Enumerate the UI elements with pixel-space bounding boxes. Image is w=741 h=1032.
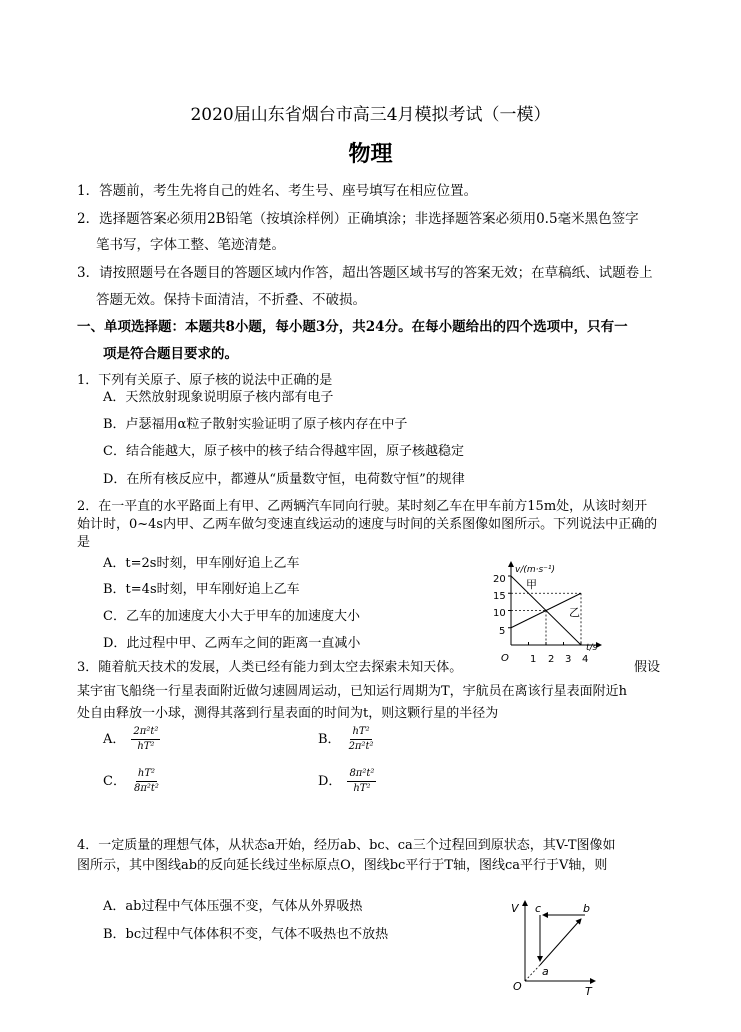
VT-point-c: c — [535, 902, 542, 915]
section-heading: 一、单项选择题：本题共8小题，每小题3分，共24分。在每小题给出的四个选项中，只有一 — [77, 319, 628, 335]
vt-ytick-10: 10 — [493, 608, 506, 619]
q3-option-c-fraction: $\frac{\text{hT²}}{\text{8π²t²}}$ — [133, 768, 159, 794]
q4-option-a: A．ab过程中气体压强不变，气体从外界吸热 — [103, 899, 363, 914]
vt-ytick-15: 15 — [493, 591, 506, 602]
q1-option-b: B．卢瑟福用α粒子散射实验证明了原子核内存在中子 — [103, 417, 408, 432]
VT-line-ab — [540, 919, 581, 965]
VT-y-label: V — [511, 902, 519, 915]
instruction-3: 3．请按照题号在各题目的答题区域内作答，超出答题区域书写的答案无效；在草稿纸、试题卷上 — [77, 265, 653, 281]
vt-graph — [485, 558, 605, 668]
VT-point-a: a — [542, 965, 549, 978]
q1-option-a: A．天然放射现象说明原子核内部有电子 — [103, 390, 334, 405]
q3-stem-line1-end: 假设 — [634, 660, 661, 675]
exam-title: 2020届山东省烟台市高三4月模拟考试（一模） — [190, 105, 551, 125]
vt-series-jia-label: 甲 — [526, 578, 537, 591]
instruction-2-cont: 笔书写，字体工整、笔迹清楚。 — [96, 237, 285, 253]
q4-stem-line2: 图所示，其中图线ab的反向延长线过坐标原点O，图线bc平行于T轴，图线ca平行于V轴，则 — [77, 858, 608, 873]
q3-option-a: A． $\frac{\text{2π²t²}}{\text{hT²}}$ — [103, 726, 159, 752]
q4-stem-line1: 4．一定质量的理想气体，从状态a开始，经历ab、bc、ca三个过程回到原状态，其V-T图像如 — [77, 838, 616, 853]
q3-option-b: B． $\frac{\text{hT²}}{\text{2π²t²}}$ — [318, 726, 374, 752]
q2-option-d: D．此过程中甲、乙两车之间的距离一直减小 — [103, 636, 361, 651]
q4-option-b: B．bc过程中气体体积不变，气体不吸热也不放热 — [103, 927, 389, 942]
VT-origin: O — [513, 980, 522, 993]
q2-stem-line3: 是 — [77, 535, 91, 550]
VT-diagram — [505, 895, 605, 1000]
vt-ytick-20: 20 — [493, 574, 506, 585]
vt-xtick-1: 1 — [530, 654, 537, 665]
q1-option-c: C．结合能越大，原子核中的核子结合得越牢固，原子核越稳定 — [103, 444, 464, 459]
vt-ytick-5: 5 — [499, 626, 506, 637]
vt-origin: O — [501, 653, 509, 664]
q3-stem-line2: 某宇宙飞船绕一行星表面附近做匀速圆周运动，已知运行周期为T，宇航员在离该行星表面附近h — [77, 684, 628, 699]
q1-option-d: D．在所有核反应中，都遵从“质量数守恒，电荷数守恒”的规律 — [103, 472, 465, 487]
vt-xtick-4: 4 — [582, 654, 589, 665]
VT-point-b: b — [583, 902, 590, 915]
vt-y-label: v/(m·s⁻¹) — [515, 565, 556, 575]
q3-option-d: D． $\frac{\text{8π²t²}}{\text{hT²}}$ — [318, 768, 375, 794]
vt-x-label: t/s — [586, 643, 598, 653]
q2-stem-line1: 2．在一平直的水平路面上有甲、乙两辆汽车同向行驶。某时刻乙车在甲车前方15m处，从该时刻开 — [77, 499, 648, 514]
q3-stem-line1: 3．随着航天技术的发展，人类已经有能力到太空去探索未知天体。 — [77, 660, 463, 675]
instruction-3-cont: 答题无效。保持卡面清洁，不折叠、不破损。 — [96, 292, 366, 308]
q3-option-c: C． $\frac{\text{hT²}}{\text{8π²t²}}$ — [103, 768, 159, 794]
q3-stem-line3: 处自由释放一小球，测得其落到行星表面的时间为t，则这颗行星的半径为 — [77, 706, 499, 721]
q2-stem-line2: 始计时，0~4s内甲、乙两车做匀变速直线运动的速度与时间的关系图像如图所示。下列说法中正确的 — [77, 517, 658, 532]
VT-x-label: T — [585, 985, 592, 998]
vt-series-yi-label: 乙 — [569, 606, 580, 619]
q2-option-a: A．t=2s时刻，甲车刚好追上乙车 — [103, 556, 300, 571]
section-heading-cont: 项是符合题目要求的。 — [103, 346, 238, 362]
VT-extension-line — [525, 965, 540, 981]
q3-option-b-fraction: $\frac{\text{hT²}}{\text{2π²t²}}$ — [348, 726, 374, 752]
vt-xtick-2: 2 — [548, 654, 555, 665]
vt-xtick-3: 3 — [565, 654, 572, 665]
q2-option-b: B．t=4s时刻，甲车刚好追上乙车 — [103, 582, 300, 597]
instruction-2: 2．选择题答案必须用2B铅笔（按填涂样例）正确填涂；非选择题答案必须用0.5毫米黑色签字 — [77, 211, 639, 227]
q3-option-d-fraction: $\frac{\text{8π²t²}}{\text{hT²}}$ — [349, 768, 375, 794]
subject-title: 物理 — [348, 141, 393, 167]
instruction-1: 1．答题前，考生先将自己的姓名、考生号、座号填写在相应位置。 — [77, 183, 478, 199]
q3-option-a-fraction: $\frac{\text{2π²t²}}{\text{hT²}}$ — [133, 726, 159, 752]
q1-stem: 1．下列有关原子、原子核的说法中正确的是 — [77, 373, 333, 388]
q2-option-c: C．乙车的加速度大小大于甲车的加速度大小 — [103, 609, 360, 624]
